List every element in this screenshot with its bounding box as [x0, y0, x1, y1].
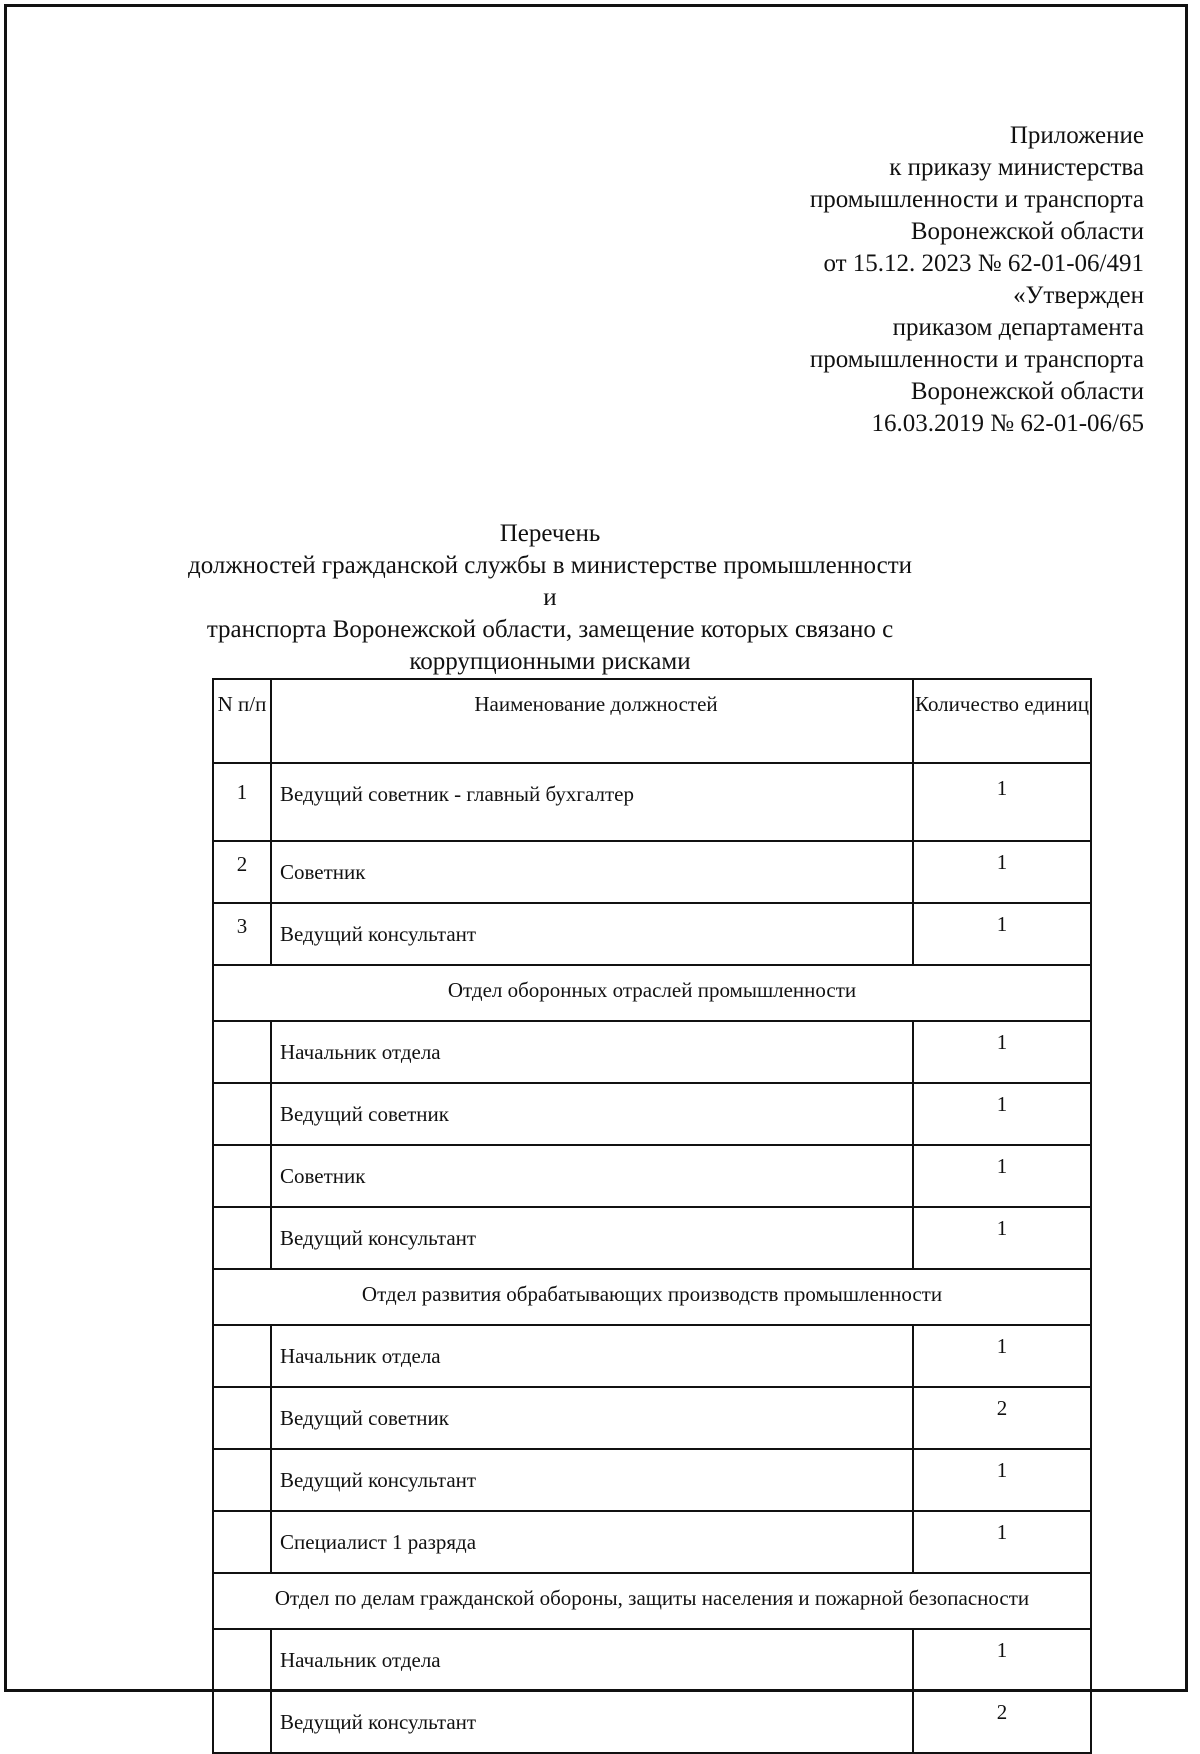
header-qty: Количество единиц — [913, 679, 1091, 763]
cell-name: Начальник отдела — [271, 1325, 913, 1387]
section-row — [213, 1573, 1091, 1629]
title-line: Перечень — [499, 520, 601, 547]
cell-name: Начальник отдела — [271, 1021, 913, 1083]
header-line: к приказу министерства — [889, 154, 1144, 181]
table-row — [213, 763, 1091, 841]
cell-name: Советник — [271, 841, 913, 903]
table-row — [213, 1511, 1091, 1573]
title-line: должностей гражданской службы в министерстве промышленности и — [187, 552, 913, 611]
table-row — [213, 1325, 1091, 1387]
cell-name: Начальник отдела — [271, 1629, 913, 1691]
cell-qty: 1 — [913, 841, 1091, 903]
cell-qty: 1 — [913, 1511, 1091, 1573]
header-line: от 15.12. 2023 № 62-01-06/491 — [823, 250, 1144, 277]
cell-num — [213, 1145, 271, 1207]
header-num: N п/п — [213, 679, 271, 763]
cell-num — [213, 1325, 271, 1387]
section-row — [213, 965, 1091, 1021]
table-row — [213, 1629, 1091, 1691]
cell-qty: 1 — [913, 763, 1091, 841]
header-line: «Утвержден — [1013, 282, 1144, 309]
cell-num — [213, 1387, 271, 1449]
cell-num — [213, 1083, 271, 1145]
cell-qty: 1 — [913, 1207, 1091, 1269]
cell-num: 3 — [213, 903, 271, 965]
section-title: Отдел развития обрабатывающих производств промышленности — [213, 1269, 1091, 1325]
cell-num — [213, 1629, 271, 1691]
header-line: промышленности и транспорта — [809, 346, 1144, 373]
appendix-header — [584, 120, 1144, 440]
table-row — [213, 1083, 1091, 1145]
positions-table — [212, 678, 1092, 1754]
cell-name: Ведущий консультант — [271, 1691, 913, 1753]
table-row — [213, 1021, 1091, 1083]
header-line: Воронежской области — [910, 378, 1144, 405]
cell-qty: 1 — [913, 1083, 1091, 1145]
cell-num — [213, 1021, 271, 1083]
cell-qty: 1 — [913, 903, 1091, 965]
header-line: приказом департамента — [892, 314, 1144, 341]
header-line: промышленности и транспорта — [809, 186, 1144, 213]
cell-qty: 2 — [913, 1387, 1091, 1449]
cell-name: Ведущий консультант — [271, 1207, 913, 1269]
cell-num: 2 — [213, 841, 271, 903]
table-header-row — [213, 679, 1091, 763]
cell-qty: 1 — [913, 1145, 1091, 1207]
cell-name: Ведущий консультант — [271, 903, 913, 965]
cell-qty: 2 — [913, 1691, 1091, 1753]
header-line: Приложение — [1009, 122, 1144, 149]
header-name: Наименование должностей — [271, 679, 913, 763]
table-row — [213, 1387, 1091, 1449]
cell-qty: 1 — [913, 1021, 1091, 1083]
cell-num — [213, 1207, 271, 1269]
cell-qty: 1 — [913, 1449, 1091, 1511]
table-row — [213, 903, 1091, 965]
cell-qty: 1 — [913, 1325, 1091, 1387]
header-line: Воронежской области — [910, 218, 1144, 245]
cell-qty: 1 — [913, 1629, 1091, 1691]
cell-name: Специалист 1 разряда — [271, 1511, 913, 1573]
table-row — [213, 1207, 1091, 1269]
cell-name: Советник — [271, 1145, 913, 1207]
section-title: Отдел оборонных отраслей промышленности — [213, 965, 1091, 1021]
cell-num: 1 — [213, 763, 271, 841]
cell-name: Ведущий советник - главный бухгалтер — [271, 763, 913, 841]
section-title: Отдел по делам гражданской обороны, защиты населения и пожарной безопасности — [213, 1573, 1091, 1629]
section-row — [213, 1269, 1091, 1325]
title-line: коррупционными рисками — [409, 648, 691, 675]
header-line: 16.03.2019 № 62-01-06/65 — [871, 410, 1144, 437]
table-row — [213, 1145, 1091, 1207]
table-row — [213, 841, 1091, 903]
table-row — [213, 1691, 1091, 1753]
cell-num — [213, 1511, 271, 1573]
title-line: транспорта Воронежской области, замещение которых связано с — [206, 616, 894, 643]
cell-num — [213, 1691, 271, 1753]
cell-name: Ведущий консультант — [271, 1449, 913, 1511]
cell-name: Ведущий советник — [271, 1083, 913, 1145]
cell-name: Ведущий советник — [271, 1387, 913, 1449]
cell-num — [213, 1449, 271, 1511]
document-title — [180, 518, 920, 678]
table-row — [213, 1449, 1091, 1511]
